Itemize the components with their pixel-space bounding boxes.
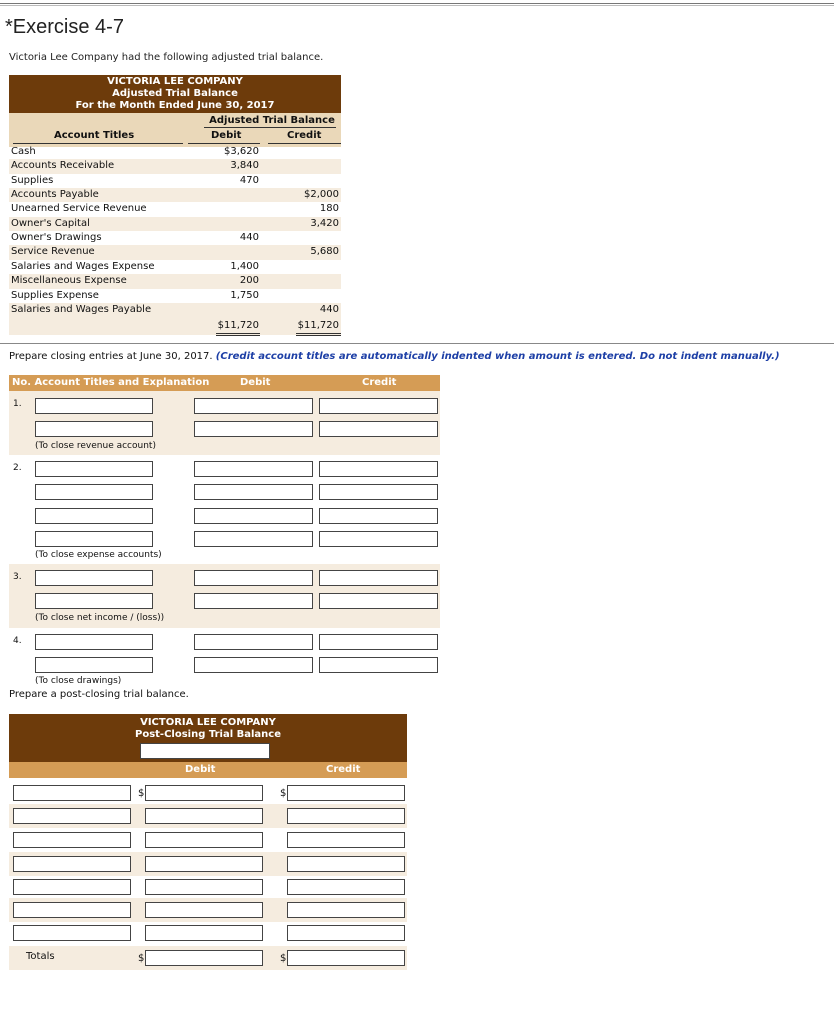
trial-balance-column-header — [9, 113, 341, 147]
tb-row — [9, 274, 341, 288]
tb-account: Accounts Receivable — [11, 160, 115, 172]
tb-account: Salaries and Wages Expense — [11, 260, 155, 272]
entry-explanation: (To close revenue account) — [35, 441, 156, 451]
journal-debit-input[interactable] — [194, 398, 313, 414]
tb-total-debit: $11,720 — [217, 320, 259, 331]
pc-debit-input[interactable] — [145, 785, 263, 801]
journal-credit-input[interactable] — [319, 657, 438, 673]
instructions-main: Prepare closing entries at June 30, 2017. — [9, 351, 213, 362]
tb-group-underline — [204, 127, 336, 128]
pc-total-credit-input[interactable] — [287, 950, 405, 966]
journal-debit-input[interactable] — [194, 570, 313, 586]
journal-account-input[interactable] — [35, 398, 153, 414]
closing-instructions — [9, 351, 780, 362]
journal-col-account: No. Account Titles and Explanation — [12, 377, 210, 388]
tb-account: Salaries and Wages Payable — [11, 303, 152, 315]
journal-header — [9, 375, 440, 391]
journal-account-input[interactable] — [35, 461, 153, 477]
tb-total-debit-double-rule — [216, 333, 260, 334]
pc-credit-input[interactable] — [287, 879, 405, 895]
tb-row — [9, 159, 341, 173]
journal-account-input[interactable] — [35, 421, 153, 437]
tb-row — [9, 245, 341, 259]
journal-credit-input[interactable] — [319, 570, 438, 586]
tb-credit: $2,000 — [304, 189, 339, 201]
journal-credit-input[interactable] — [319, 421, 438, 437]
entry-explanation: (To close expense accounts) — [35, 550, 162, 560]
tb-credit: 440 — [319, 303, 339, 315]
post-closing-prompt: Prepare a post-closing trial balance. — [9, 689, 189, 700]
tb-debit-underline — [188, 143, 260, 144]
pc-company: VICTORIA LEE COMPANY — [140, 717, 276, 728]
tb-debit: 1,400 — [230, 260, 259, 272]
tb-period: For the Month Ended June 30, 2017 — [75, 100, 275, 111]
pc-credit-input[interactable] — [287, 785, 405, 801]
journal-account-input[interactable] — [35, 657, 153, 673]
tb-account: Cash — [11, 146, 36, 157]
tb-row — [9, 174, 341, 188]
pc-debit-input[interactable] — [145, 902, 263, 918]
tb-debit: 3,840 — [230, 160, 259, 172]
tb-company: VICTORIA LEE COMPANY — [107, 76, 243, 87]
journal-debit-input[interactable] — [194, 461, 313, 477]
trial-balance-header — [9, 75, 341, 113]
pc-account-input[interactable] — [13, 808, 131, 824]
pc-debit-input[interactable] — [145, 925, 263, 941]
pc-debit-input[interactable] — [145, 856, 263, 872]
pc-title: Post-Closing Trial Balance — [135, 729, 281, 740]
tb-col-credit: Credit — [287, 130, 322, 141]
pc-account-input[interactable] — [13, 832, 131, 848]
currency-symbol: $ — [138, 953, 145, 964]
journal-debit-input[interactable] — [194, 657, 313, 673]
journal-account-input[interactable] — [35, 484, 153, 500]
pc-totals-label: Totals — [26, 951, 55, 962]
journal-col-debit: Debit — [240, 377, 271, 388]
journal-account-input[interactable] — [35, 531, 153, 547]
tb-debit: 470 — [239, 174, 259, 186]
journal-credit-input[interactable] — [319, 398, 438, 414]
tb-credit: 5,680 — [310, 246, 339, 258]
tb-debit: 1,750 — [230, 289, 259, 301]
tb-total-credit-double-rule-2 — [296, 335, 341, 336]
journal-debit-input[interactable] — [194, 421, 313, 437]
journal-debit-input[interactable] — [194, 484, 313, 500]
tb-credit: 180 — [319, 203, 339, 215]
tb-row — [9, 145, 341, 159]
tb-group-header: Adjusted Trial Balance — [209, 115, 335, 126]
pc-credit-input[interactable] — [287, 808, 405, 824]
tb-row — [9, 289, 341, 303]
top-rule-secondary — [0, 5, 834, 6]
journal-credit-input[interactable] — [319, 461, 438, 477]
tb-account: Miscellaneous Expense — [11, 275, 127, 287]
pc-account-input[interactable] — [13, 856, 131, 872]
pc-total-debit-input[interactable] — [145, 950, 263, 966]
entry-number: 1. — [13, 399, 22, 409]
pc-col-credit: Credit — [326, 764, 361, 775]
journal-col-credit: Credit — [362, 377, 397, 388]
tb-row — [9, 260, 341, 274]
currency-symbol: $ — [138, 788, 145, 799]
tb-total-credit-double-rule — [296, 333, 341, 334]
entry-explanation: (To close drawings) — [35, 676, 122, 686]
tb-col-account: Account Titles — [54, 130, 135, 141]
tb-credit-underline — [268, 143, 341, 144]
entry-number: 3. — [13, 572, 22, 582]
tb-account: Unearned Service Revenue — [11, 203, 147, 215]
tb-credit: 3,420 — [310, 217, 339, 229]
tb-account: Owner's Capital — [11, 217, 90, 229]
tb-total-credit: $11,720 — [297, 320, 339, 331]
pc-account-input[interactable] — [13, 925, 131, 941]
pc-debit-input[interactable] — [145, 879, 263, 895]
journal-credit-input[interactable] — [319, 531, 438, 547]
entry-number: 4. — [13, 636, 22, 646]
journal-credit-input[interactable] — [319, 593, 438, 609]
pc-credit-input[interactable] — [287, 902, 405, 918]
pc-credit-input[interactable] — [287, 832, 405, 848]
currency-symbol: $ — [280, 953, 287, 964]
tb-account: Supplies — [11, 174, 54, 186]
post-closing-column-header — [9, 762, 407, 778]
journal-credit-input[interactable] — [319, 484, 438, 500]
tb-account: Owner's Drawings — [11, 232, 102, 244]
journal-credit-input[interactable] — [319, 634, 438, 650]
pc-account-input[interactable] — [13, 879, 131, 895]
pc-debit-input[interactable] — [145, 808, 263, 824]
tb-row — [9, 231, 341, 245]
tb-total-row — [9, 317, 341, 335]
tb-account-underline — [13, 143, 183, 144]
tb-row — [9, 188, 341, 202]
pc-date-input[interactable] — [140, 743, 270, 759]
pc-credit-input[interactable] — [287, 856, 405, 872]
top-rule — [0, 3, 834, 4]
journal-debit-input[interactable] — [194, 593, 313, 609]
instructions-note: (Credit account titles are automatically indented when amount is entered. Do not indent manually.) — [215, 351, 780, 362]
journal-credit-input[interactable] — [319, 508, 438, 524]
tb-debit: 440 — [239, 232, 259, 244]
tb-account: Service Revenue — [11, 246, 95, 258]
tb-account: Accounts Payable — [11, 189, 99, 201]
exercise-title: *Exercise 4-7 — [5, 16, 124, 38]
intro-text: Victoria Lee Company had the following adjusted trial balance. — [9, 52, 324, 63]
tb-col-debit: Debit — [211, 130, 242, 141]
tb-account: Supplies Expense — [11, 289, 99, 301]
tb-debit: $3,620 — [224, 146, 259, 157]
journal-account-input[interactable] — [35, 634, 153, 650]
pc-account-input[interactable] — [13, 785, 131, 801]
pc-credit-input[interactable] — [287, 925, 405, 941]
journal-debit-input[interactable] — [194, 634, 313, 650]
journal-account-input[interactable] — [35, 570, 153, 586]
entry-number: 2. — [13, 463, 22, 473]
currency-symbol: $ — [280, 788, 287, 799]
tb-title: Adjusted Trial Balance — [112, 88, 238, 99]
tb-row — [9, 217, 341, 231]
tb-row — [9, 202, 341, 216]
journal-debit-input[interactable] — [194, 508, 313, 524]
section-divider — [0, 343, 834, 344]
pc-debit-input[interactable] — [145, 832, 263, 848]
entry-explanation: (To close net income / (loss)) — [35, 613, 165, 623]
journal-account-input[interactable] — [35, 508, 153, 524]
tb-row — [9, 303, 341, 317]
tb-total-debit-double-rule-2 — [216, 335, 260, 336]
journal-account-input[interactable] — [35, 593, 153, 609]
journal-debit-input[interactable] — [194, 531, 313, 547]
pc-col-debit: Debit — [185, 764, 216, 775]
pc-account-input[interactable] — [13, 902, 131, 918]
tb-debit: 200 — [239, 275, 259, 287]
